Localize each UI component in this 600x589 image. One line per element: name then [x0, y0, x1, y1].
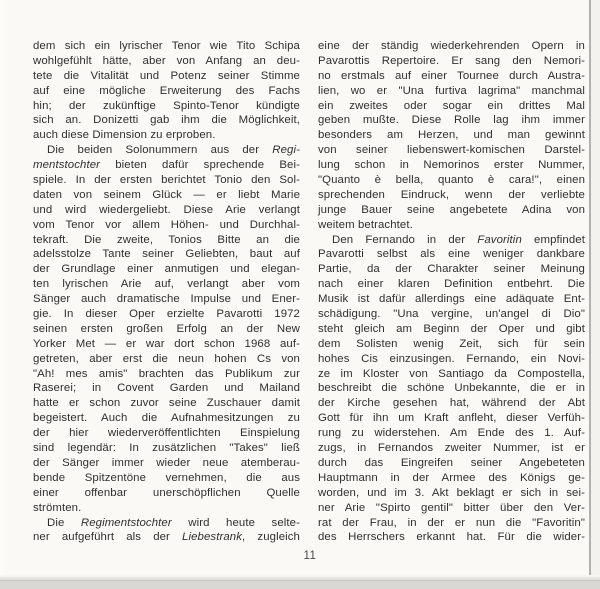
text-line: steht gleich am Beginn der Oper und gibt — [318, 322, 585, 335]
text-line: besonders am Herzen, und man gewinnt — [318, 129, 585, 142]
text-line: Gott für ihn um Kraft anfleht, dieser Verfüh- — [318, 412, 585, 425]
text-line: geben mußte. Diese Rolle lag ihm immer — [318, 114, 585, 127]
text-line: Den Fernando in der Favoritin empfindet — [332, 233, 585, 246]
text-line: getreten, aber erst die neun hohen Cs von — [33, 352, 300, 365]
text-line: begeistert. Auch die Aufnahmesitzungen zu — [33, 412, 300, 425]
text-line: mentstochter bieten dafür sprechende Bei- — [33, 159, 300, 172]
text-line: adelsstolze Tante seiner Geliebten, baut auf — [33, 248, 300, 261]
text-line: junge Bauer seine angebetete Adina von — [318, 203, 585, 216]
text-line: Hauptmann in der Armee des Königs ge- — [318, 471, 585, 484]
text-line: zugs, in Fernandos zweiter Nummer, ist er — [318, 442, 585, 455]
page-number: 11 — [303, 550, 317, 562]
text-line: von seiner liebenswert-komischen Darstel- — [318, 144, 585, 157]
text-line: nach einer klaren Definition entbehrt. Die — [318, 278, 585, 291]
left-column — [33, 39, 300, 545]
text-line: Partie, da der Charakter seiner Meinung — [318, 263, 585, 276]
text-line: der Sänger immer wieder neue atemberau- — [33, 456, 300, 469]
text-line: der Grundlage einer anmutigen und elegan- — [33, 263, 300, 276]
right-column — [318, 39, 585, 545]
text-line: tete die Vitalität und Potenz seiner Stimme — [33, 69, 300, 82]
text-line: auf eine mögliche Erweiterung des Fachs — [33, 84, 300, 97]
text-line: durch das Eingreifen seiner Angebeteten — [318, 456, 585, 469]
text-line: dem sich ein lyrischer Tenor wie Tito Schipa — [33, 40, 300, 52]
text-line: daten von seinem Glück — er liebt Marie — [33, 188, 300, 201]
text-line: der Kirche gesehen hat, während der Abt — [318, 397, 585, 410]
text-line: hatte er schon zuvor seine Zuschauer damit — [33, 397, 300, 410]
text-line: sind legendär: In zusätzlichen "Takes" ließ — [33, 442, 300, 455]
page-right-edge-band — [591, 0, 600, 579]
text-line: wohlgefühlt hätte, aber von Anfang an deu- — [33, 54, 300, 67]
text-line: spiele. In der ersten berichtet Tonio den Sol- — [33, 174, 300, 187]
text-line: lien, wo er "Una furtiva lagrima" manchmal — [318, 84, 585, 97]
text-line: tekraft. Die zweite, Tonios Bitte an die — [33, 233, 300, 246]
text-line: "Ah! mes amis" brachten das Publikum zur — [33, 367, 300, 380]
text-line: einer offenbar unerschöpflichen Quelle — [33, 486, 300, 499]
text-line: des Herrschers erkannt hat. Für die wider- — [318, 531, 585, 544]
text-line: auch diese Dimension zu erproben. — [33, 129, 216, 142]
text-line: no erstmals auf einer Tournee durch Austra- — [318, 69, 585, 82]
text-line: ner aufgeführt als der Liebestrank, zugleich — [33, 531, 300, 544]
text-line: "Quanto è bella, quanto è cara!", einen — [318, 174, 585, 187]
text-line: Yorker Met — er war dort schon 1968 auf- — [33, 337, 300, 350]
text-line: Die Regimentstochter wird heute selte- — [47, 516, 300, 529]
text-line: und wird wiedergeliebt. Diese Arie verlangt — [33, 203, 300, 216]
text-line: beschreibt die schöne Unbekannte, die er in — [318, 382, 585, 395]
scan-bottom-strip — [0, 580, 600, 589]
text-line: rung zu widerstehen. Am Ende des 1. Auf- — [318, 427, 585, 440]
text-line: sich an. Donizetti gab ihm die Möglichkeit, — [33, 114, 300, 127]
text-line: lung schon in Nemorinos erster Nummer, — [318, 159, 585, 172]
text-line: dem Solisten wenig Zeit, sich für sein — [318, 337, 585, 350]
text-line: weitem betrachtet. — [318, 218, 413, 231]
text-line: bende Spitzentöne vernehmen, die aus — [33, 471, 300, 484]
text-line: Musik ist dafür allerdings eine adäquate Ent- — [318, 293, 585, 306]
text-line: hohes Cis einzusingen. Fernando, ein Novi- — [318, 352, 585, 365]
text-line: Pavarotti selbst als eine weniger dankbare — [318, 248, 585, 261]
text-line: worden, und im 3. Akt beklagt er sich in sei- — [318, 486, 585, 499]
text-line: schädigung. "Una vergine, un'angel di Dio" — [318, 308, 585, 321]
text-line: ten lyrischen Arie auf, verlangt aber vom — [33, 278, 300, 291]
text-line: rat der Frau, in der er nun die "Favoritin" — [318, 516, 585, 529]
text-line: ein zweites oder sogar ein drittes Mal — [318, 99, 585, 112]
text-line: ner Arie "Spirto gentil" bitter über den Ver- — [318, 501, 585, 514]
text-line: ze im Kloster von Santiago da Compostella, — [318, 367, 585, 380]
text-line: Die beiden Solonummern aus der Regi- — [47, 144, 300, 157]
text-line: strömten. — [33, 501, 82, 514]
text-line: gie. In dieser Oper erzielte Pavarotti 1972 — [33, 308, 300, 321]
page-left-edge — [0, 0, 7, 577]
text-line: eine der ständig wiederkehrenden Opern in — [318, 40, 585, 52]
text-line: Sänger auch dramatische Impulse und Ener- — [33, 293, 300, 306]
text-line: hin; der zukünftige Spinto-Tenor kündigte — [33, 99, 300, 112]
text-line: sprechenden Eindruck, wenn der verliebte — [318, 188, 585, 201]
text-line: seinen ersten großen Erfolg an der New — [33, 322, 300, 335]
text-line: der hier wiederveröffentlichten Einspielung — [33, 427, 300, 440]
text-line: Pavarottis Repertoire. Er sang den Nemori- — [318, 54, 585, 67]
text-line: vom Tenor vor allem Höhen- und Durchhal- — [33, 218, 300, 231]
text-line: Raserei; in Covent Garden und Mailand — [33, 382, 300, 395]
